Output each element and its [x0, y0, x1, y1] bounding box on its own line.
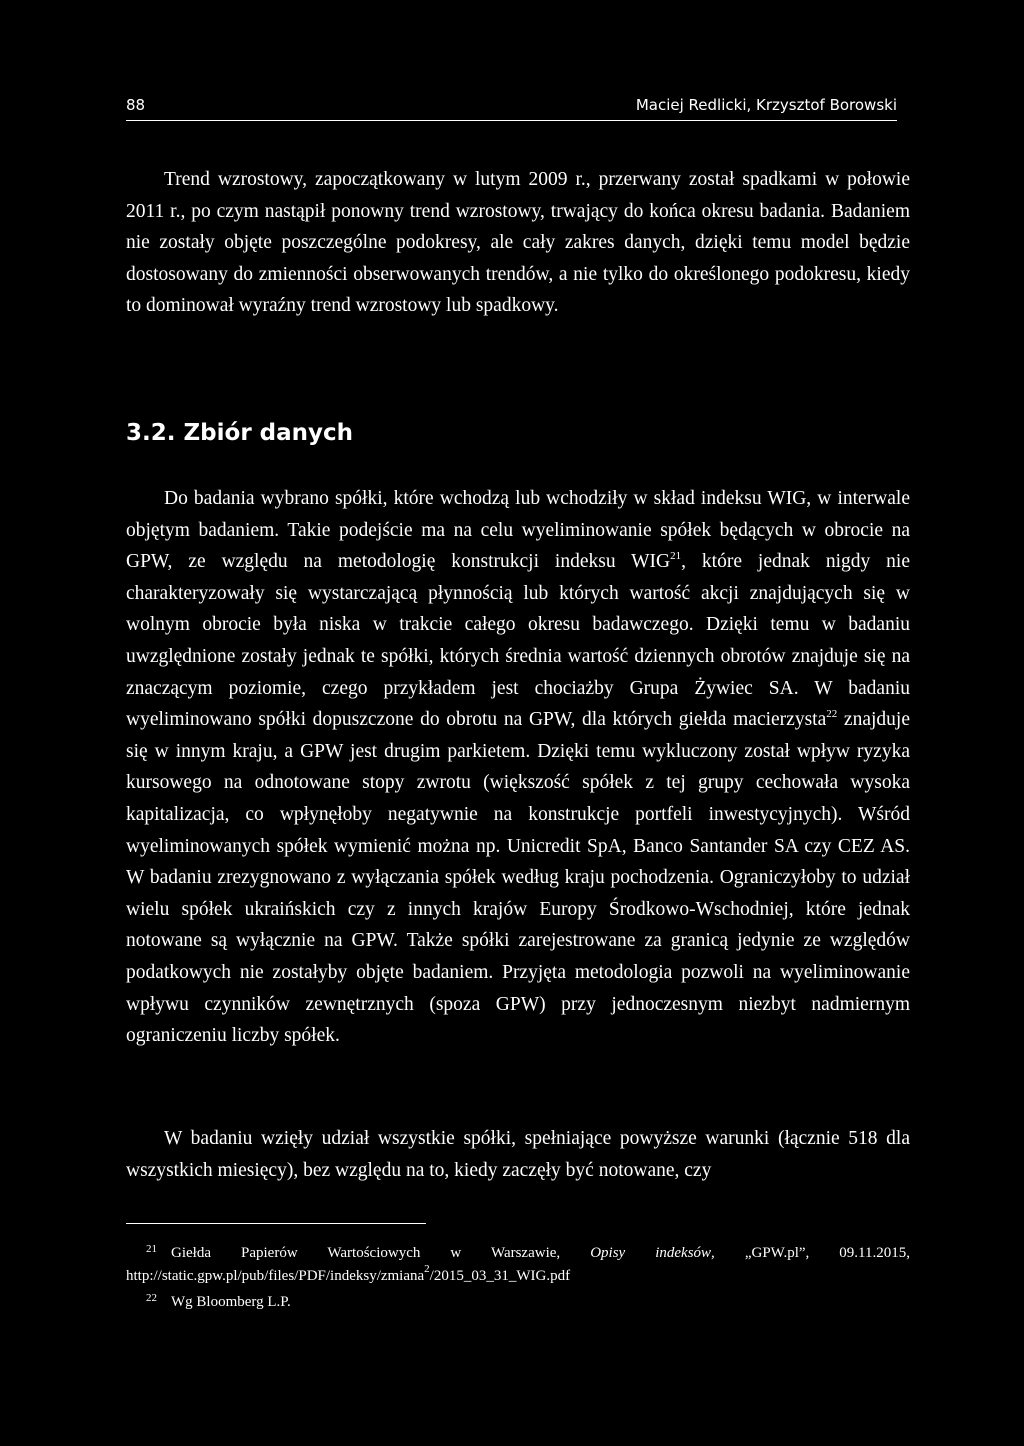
section-heading: 3.2. Zbiór danych — [126, 420, 354, 446]
page-number: 88 — [126, 96, 146, 114]
footnote-number: 21 — [146, 1243, 157, 1255]
header-rule — [126, 120, 897, 121]
footnote-title: Opisy indeksów — [590, 1245, 712, 1261]
footnote-22 — [126, 1287, 910, 1314]
footnote-text: , „GPW.pl”, 09.11.2015, http://static.gpw.pl/pub/files/PDF/indeksy/zmiana — [126, 1245, 910, 1284]
running-head — [126, 96, 897, 114]
footnote-separator — [126, 1223, 426, 1224]
body-paragraph-2 — [126, 483, 910, 1052]
footnote-text: Wg Bloomberg L.P. — [171, 1294, 291, 1310]
footnote-text: Giełda Papierów Wartościowych w Warszawie, — [171, 1245, 591, 1261]
paragraph-2-text-b: , które jednak nigdy nie charakteryzowały się wystarczającą płynnością lub których wartość akcji znajdujących się w wolnym obrocie była niska w trakcie całego okresu badawczego. Dzięki temu w badaniu uwzględnione zostały jednak te spółki, których średnia wartość dziennych obrotów znajduje się na znaczącym poziomie, czego przykładem jest chociażby Grupa Żywiec SA. W badaniu wyeliminowano spółki dopuszczone do obrotu na GPW, dla których giełda macierzysta — [126, 551, 910, 731]
footnote-text: /2015_03_31_WIG.pdf — [429, 1267, 571, 1284]
paragraph-2-text-a: Do badania wybrano spółki, które wchodzą lub wchodziły w skład indeksu WIG, w interwale objętym badaniem. Takie podejście ma na celu wyeliminowanie spółek będących w obrocie na GPW, ze względu na metodologię konstrukcji indeksu WIG — [126, 488, 910, 573]
footnote-ref-21: 21 — [670, 550, 682, 563]
footnote-superscript: 2 — [424, 1262, 430, 1275]
footnote-number: 22 — [146, 1292, 157, 1304]
running-head-authors: Maciej Redlicki, Krzysztof Borowski — [635, 96, 897, 114]
body-paragraph-3: W badaniu wzięły udział wszystkie spółki, spełniające powyższe warunki (łącznie 518 dla wszystkich miesięcy), bez względu na to, kiedy zaczęły być notowane, czy — [126, 1128, 910, 1181]
footnotes — [126, 1238, 910, 1314]
body-paragraph-1: Trend wzrostowy, zapoczątkowany w lutym 2009 r., przerwany został spadkami w połowie 2011 r., po czym nastąpił ponowny trend wzrostowy, trwający do końca okresu badania. Badaniem nie zostały objęte poszczególne podokresy, ale cały zakres danych, dzięki temu model będzie dostosowany do zmienności obserwowanych trendów, a nie tylko do określonego podokresu, kiedy to dominował wyraźny trend wzrostowy lub spadkowy. — [126, 169, 910, 317]
footnote-ref-22: 22 — [826, 708, 838, 721]
paragraph-2-text-c: znajduje się w innym kraju, a GPW jest drugim parkietem. Dzięki temu wykluczony został wpływ ryzyka kursowego na odnotowane stopy zwrotu (większość spółek z tej grupy cechowała wysoka kapitalizacja, co wpłynęłoby negatywnie na konstrukcje portfeli inwestycyjnych). Wśród wyeliminowanych spółek wymienić można np. Unicredit SpA, Banco Santander SA czy CEZ AS. W badaniu zrezygnowano z wyłączania spółek według kraju pochodzenia. Ograniczyłoby to udział wielu spółek ukraińskich czy z innych krajów Europy Środkowo-Wschodniej, które jednak notowane są wyłącznie na GPW. Także spółki zarejestrowane za granicą jedynie ze względów podatkowych nie zostałyby objęte badaniem. Przyjęta metodologia pozwoli na wyeliminowanie wpływu czynników zewnętrznych (spoza GPW) przy jednoczesnym niezbyt nadmiernym ograniczeniu liczby spółek. — [126, 709, 910, 1047]
footnote-21 — [126, 1238, 910, 1287]
